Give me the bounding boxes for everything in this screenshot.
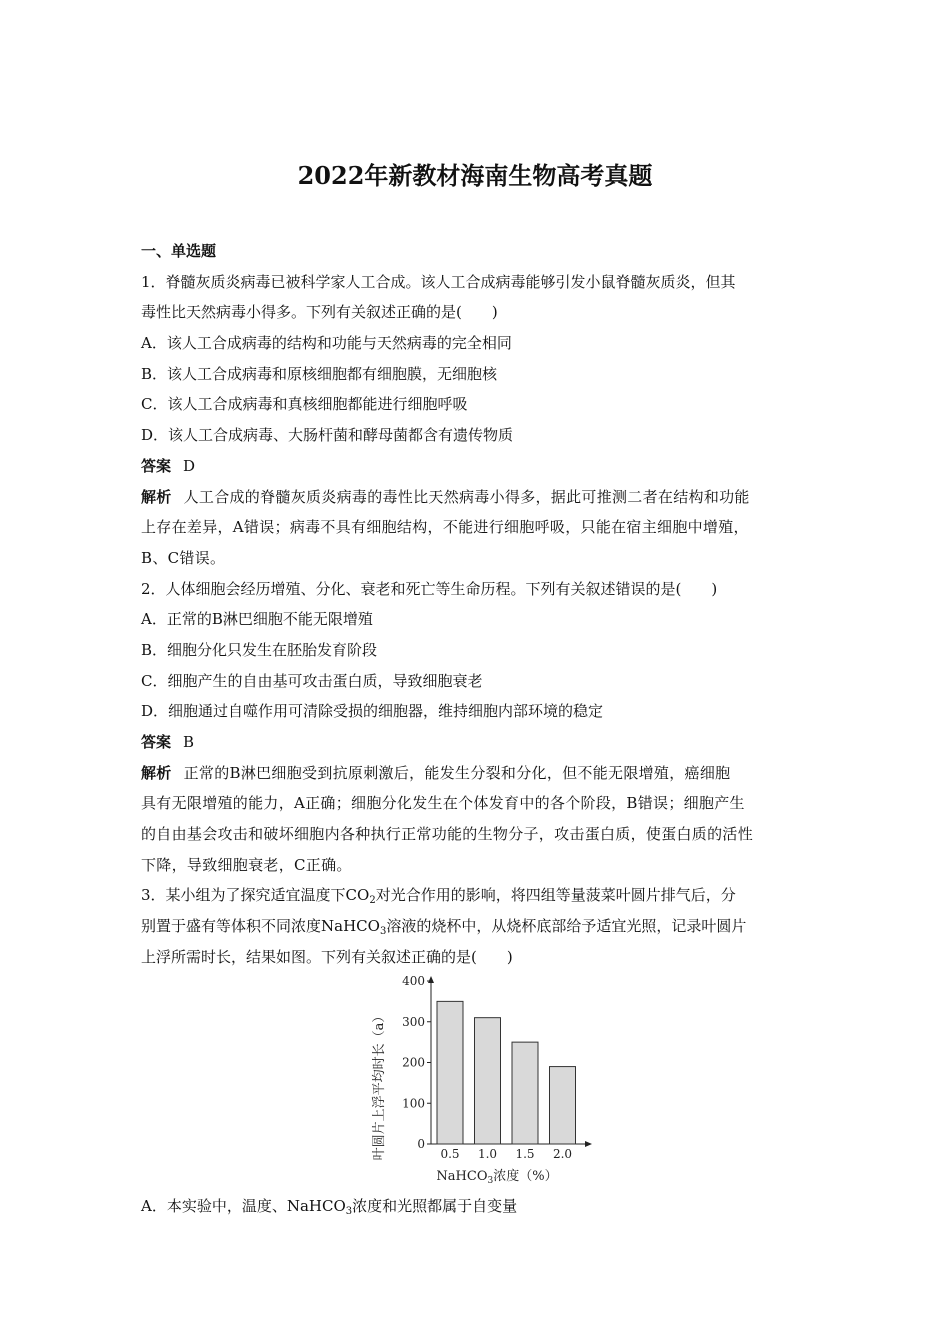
q3-subscript: 2 [369, 895, 376, 907]
q1-stem-line: 1．脊髓灰质炎病毒已被科学家人工合成。该人工合成病毒能够引发小鼠脊髓灰质炎，但其 [141, 272, 736, 291]
y-tick-label: 200 [402, 1055, 425, 1069]
x-axis-label-part: 浓度（%） [493, 1168, 558, 1184]
answer-label: 答案 [141, 456, 172, 475]
answer-label: 答案 [141, 733, 172, 751]
q1-analysis-line: 上存在差异，A错误；病毒不具有细胞结构，不能进行细胞呼吸，只能在宿主细胞中增殖， [141, 518, 749, 537]
q2-analysis-line: 的自由基会攻击和破坏细胞内各种执行正常功能的生物分子，攻击蛋白质，使蛋白质的活性 [141, 825, 754, 844]
q2-option-c: C．细胞产生的自由基可攻击蛋白质，导致细胞衰老 [141, 671, 483, 690]
q2-analysis-line: 下降，导致细胞衰老，C正确。 [141, 855, 352, 874]
bar [550, 1066, 576, 1143]
x-tick-label: 2.0 [552, 1146, 573, 1161]
q3-subscript: 3 [345, 1205, 353, 1217]
q1-analysis-line: B、C错误。 [141, 548, 226, 567]
y-tick-label: 400 [402, 973, 425, 988]
y-tick-label: 300 [402, 1014, 425, 1029]
exam-content [141, 236, 813, 1221]
x-axis-label-subscript: 3 [487, 1175, 494, 1185]
q1-option-b: B．该人工合成病毒和原核细胞都有细胞膜，无细胞核 [141, 364, 498, 383]
q1-answer [141, 451, 813, 482]
bar-chart [369, 973, 599, 1185]
y-tick-label: 0 [417, 1136, 425, 1151]
bar [475, 1017, 501, 1143]
q1-option-c: C．该人工合成病毒和真核细胞都能进行细胞呼吸 [141, 395, 468, 414]
q3-stem-line [141, 911, 813, 942]
page-title: 2022年新教材海南生物高考真题 [297, 161, 653, 190]
y-axis-label: 叶圆片上浮平均时长（a） [372, 1009, 387, 1160]
q3-text: 溶液的烧杯中，从烧杯底部给予适宜光照，记录叶圆片 [386, 917, 747, 936]
x-axis-arrow [585, 1141, 592, 1147]
q3-option-a [141, 1191, 813, 1222]
answer-value: B [183, 733, 195, 751]
x-tick-label: 1.0 [477, 1146, 498, 1161]
q3-text: A．本实验中，温度、NaHCO [141, 1196, 346, 1215]
x-axis-label [436, 1168, 557, 1185]
q2-analysis-line [141, 758, 813, 789]
q1-stem-line: 毒性比天然病毒小得多。下列有关叙述正确的是( ) [141, 303, 498, 322]
analysis-text: 正常的B淋巴细胞受到抗原刺激后，能发生分裂和分化，但不能无限增殖，癌细胞 [183, 763, 731, 782]
x-tick-label: 0.5 [440, 1146, 460, 1161]
q2-option-d: D．细胞通过自噬作用可清除受损的细胞器，维持细胞内部环境的稳定 [141, 702, 604, 721]
analysis-text: 人工合成的脊髓灰质炎病毒的毒性比天然病毒小得多，据此可推测二者在结构和功能 [183, 487, 750, 506]
q2-option-a: A．正常的B淋巴细胞不能无限增殖 [141, 610, 373, 629]
q2-stem-line: 2．人体细胞会经历增殖、分化、衰老和死亡等生命历程。下列有关叙述错误的是( ) [141, 579, 718, 598]
q3-text: 浓度和光照都属于自变量 [352, 1196, 518, 1215]
y-tick-label: 100 [402, 1095, 425, 1110]
q3-text: 3．某小组为了探究适宜温度下CO [141, 886, 370, 905]
q1-option-d: D．该人工合成病毒、大肠杆菌和酵母菌都含有遗传物质 [141, 426, 514, 445]
bar [437, 1001, 463, 1144]
analysis-label: 解析 [141, 487, 172, 506]
x-axis-label-part: NaHCO [436, 1168, 488, 1184]
x-tick-label: 1.5 [515, 1146, 535, 1161]
q2-option-b: B．细胞分化只发生在胚胎发育阶段 [141, 640, 378, 659]
q3-text: 别置于盛有等体积不同浓度NaHCO [141, 917, 380, 936]
q2-answer [141, 727, 813, 758]
q1-option-a: A．该人工合成病毒的结构和功能与天然病毒的完全相同 [141, 334, 512, 353]
q2-analysis-line: 具有无限增殖的能力，A正确；细胞分化发生在个体发育中的各个阶段，B错误；细胞产生 [141, 794, 745, 813]
answer-value: D [183, 456, 196, 475]
y-axis-arrow [428, 976, 434, 983]
chart-container [141, 973, 813, 1191]
q1-analysis-line [141, 482, 813, 513]
analysis-label: 解析 [141, 763, 172, 782]
section-heading: 一、单选题 [141, 242, 217, 260]
bar [512, 1042, 538, 1144]
q3-stem-line [141, 880, 813, 911]
q3-subscript: 3 [379, 926, 387, 938]
q3-stem-line: 上浮所需时长，结果如图。下列有关叙述正确的是( ) [141, 947, 513, 966]
q3-text: 对光合作用的影响，将四组等量菠菜叶圆片排气后，分 [375, 886, 736, 905]
